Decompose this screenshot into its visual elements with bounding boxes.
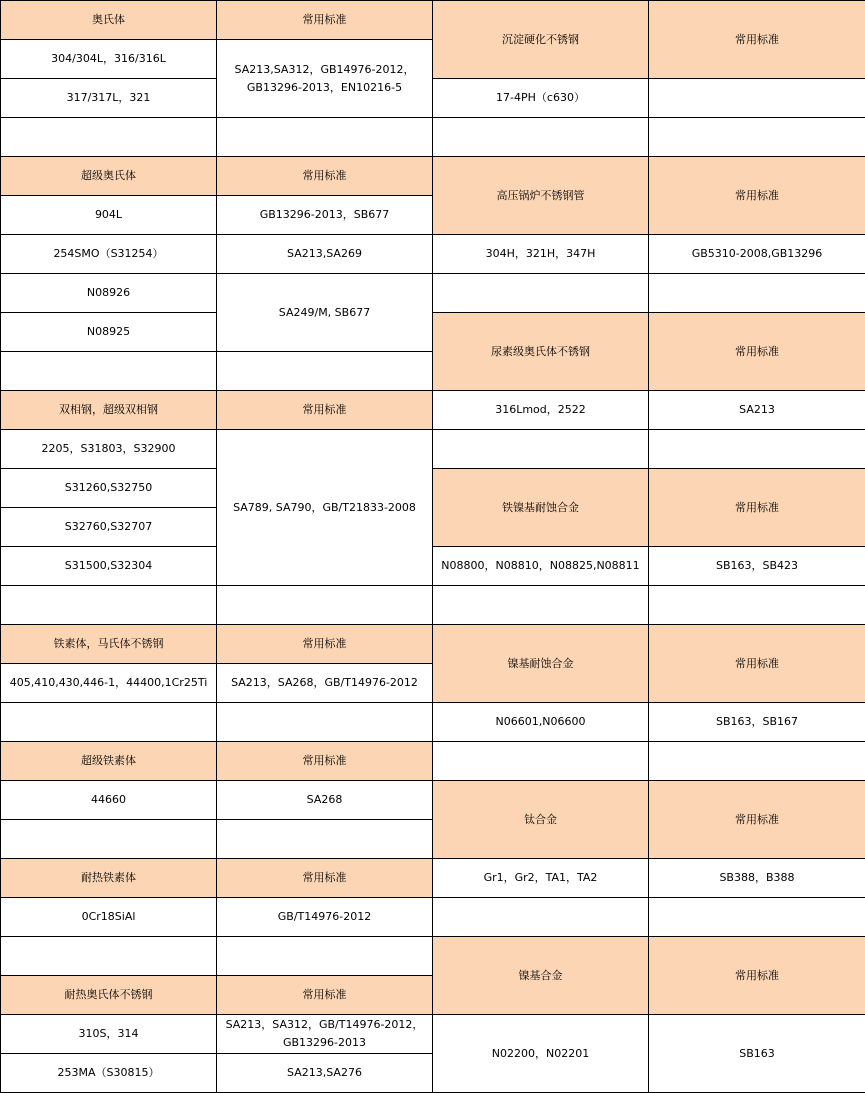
ferritic-standard: SA213，SA268，GB/T14976-2012 [217,664,433,703]
heat-ferrite-standard: GB/T14976-2012 [217,898,433,937]
duplex-grade: S32760,S32707 [1,508,217,547]
austenite-standard: SA213,SA312，GB14976-2012，GB13296-2013，EN10216-5 [217,40,433,118]
super-ferrite-title: 超级铁素体 [1,742,217,781]
empty-cell [433,274,649,313]
boiler-grade: 304H，321H，347H [433,235,649,274]
precipitation-title: 沉淀硬化不锈钢 [433,1,649,79]
empty-cell [1,937,217,976]
urea-standard: SA213 [649,391,865,430]
fe-ni-grade: N08800，N08810，N08825,N08811 [433,547,649,586]
fe-ni-standard: SB163，SB423 [649,547,865,586]
heat-ferrite-title: 耐热铁素体 [1,859,217,898]
empty-cell [649,742,865,781]
nickel-std-header: 常用标准 [649,937,865,1015]
empty-cell [433,430,649,469]
fe-ni-title: 铁镍基耐蚀合金 [433,469,649,547]
heat-austenite-grade: 253MA（S30815） [1,1054,217,1093]
empty-cell [217,820,433,859]
duplex-grade: S31260,S32750 [1,469,217,508]
nickel-title: 镍基合金 [433,937,649,1015]
heat-ferrite-grade: 0Cr18SiAl [1,898,217,937]
precipitation-grade: 17-4PH（c630） [433,79,649,118]
heat-ferrite-std-header: 常用标准 [217,859,433,898]
titanium-grade: Gr1，Gr2，TA1，TA2 [433,859,649,898]
heat-austenite-title: 耐热奥氏体不锈钢 [1,976,217,1015]
boiler-std-header: 常用标准 [649,157,865,235]
empty-cell [217,703,433,742]
nickel-grade: N02200，N02201 [433,1015,649,1093]
empty-cell [649,118,865,157]
super-austenite-standard: GB13296-2013，SB677 [217,196,433,235]
nickel-standard: SB163 [649,1015,865,1093]
boiler-standard: GB5310-2008,GB13296 [649,235,865,274]
precipitation-standard [649,79,865,118]
titanium-std-header: 常用标准 [649,781,865,859]
empty-cell [433,118,649,157]
urea-title: 尿素级奥氏体不锈钢 [433,313,649,391]
super-austenite-grade: 904L [1,196,217,235]
heat-austenite-std-header: 常用标准 [217,976,433,1015]
titanium-title: 钛合金 [433,781,649,859]
ferritic-std-header: 常用标准 [217,625,433,664]
ferritic-title: 铁素体，马氏体不锈钢 [1,625,217,664]
duplex-grade: S31500,S32304 [1,547,217,586]
super-austenite-grade: N08926 [1,274,217,313]
empty-cell [1,586,217,625]
empty-cell [433,742,649,781]
austenite-std-header: 常用标准 [217,1,433,40]
super-austenite-title: 超级奥氏体 [1,157,217,196]
empty-cell [649,274,865,313]
titanium-standard: SB388，B388 [649,859,865,898]
empty-cell [217,118,433,157]
ni-corrosion-standard: SB163，SB167 [649,703,865,742]
empty-cell [649,586,865,625]
ni-corrosion-grade: N06601,N06600 [433,703,649,742]
empty-cell [1,820,217,859]
super-austenite-standard: SA213,SA269 [217,235,433,274]
super-austenite-std-header: 常用标准 [217,157,433,196]
super-ferrite-grade: 44660 [1,781,217,820]
austenite-title: 奥氏体 [1,1,217,40]
duplex-standard: SA789, SA790，GB/T21833-2008 [217,430,433,586]
duplex-grade: 2205，S31803，S32900 [1,430,217,469]
empty-cell [1,118,217,157]
empty-cell [1,352,217,391]
urea-std-header: 常用标准 [649,313,865,391]
empty-cell [649,898,865,937]
austenite-grade: 304/304L，316/316L [1,40,217,79]
boiler-title: 高压锅炉不锈钢管 [433,157,649,235]
precipitation-std-header: 常用标准 [649,1,865,79]
heat-austenite-standard: SA213,SA276 [217,1054,433,1093]
ni-corrosion-std-header: 常用标准 [649,625,865,703]
empty-cell [217,352,433,391]
super-ferrite-std-header: 常用标准 [217,742,433,781]
heat-austenite-standard: SA213，SA312，GB/T14976-2012，GB13296-2013 [217,1015,433,1054]
super-austenite-standard: SA249/M, SB677 [217,274,433,352]
ni-corrosion-title: 镍基耐蚀合金 [433,625,649,703]
heat-austenite-grade: 310S，314 [1,1015,217,1054]
empty-cell [433,898,649,937]
duplex-title: 双相钢，超级双相钢 [1,391,217,430]
empty-cell [649,430,865,469]
empty-cell [433,586,649,625]
ferritic-grade: 405,410,430,446-1，44400,1Cr25Ti [1,664,217,703]
super-ferrite-standard: SA268 [217,781,433,820]
fe-ni-std-header: 常用标准 [649,469,865,547]
urea-grade: 316Lmod，2522 [433,391,649,430]
super-austenite-grade: 254SMO（S31254） [1,235,217,274]
duplex-std-header: 常用标准 [217,391,433,430]
empty-cell [1,703,217,742]
empty-cell [217,586,433,625]
super-austenite-grade: N08925 [1,313,217,352]
austenite-grade: 317/317L，321 [1,79,217,118]
empty-cell [217,937,433,976]
